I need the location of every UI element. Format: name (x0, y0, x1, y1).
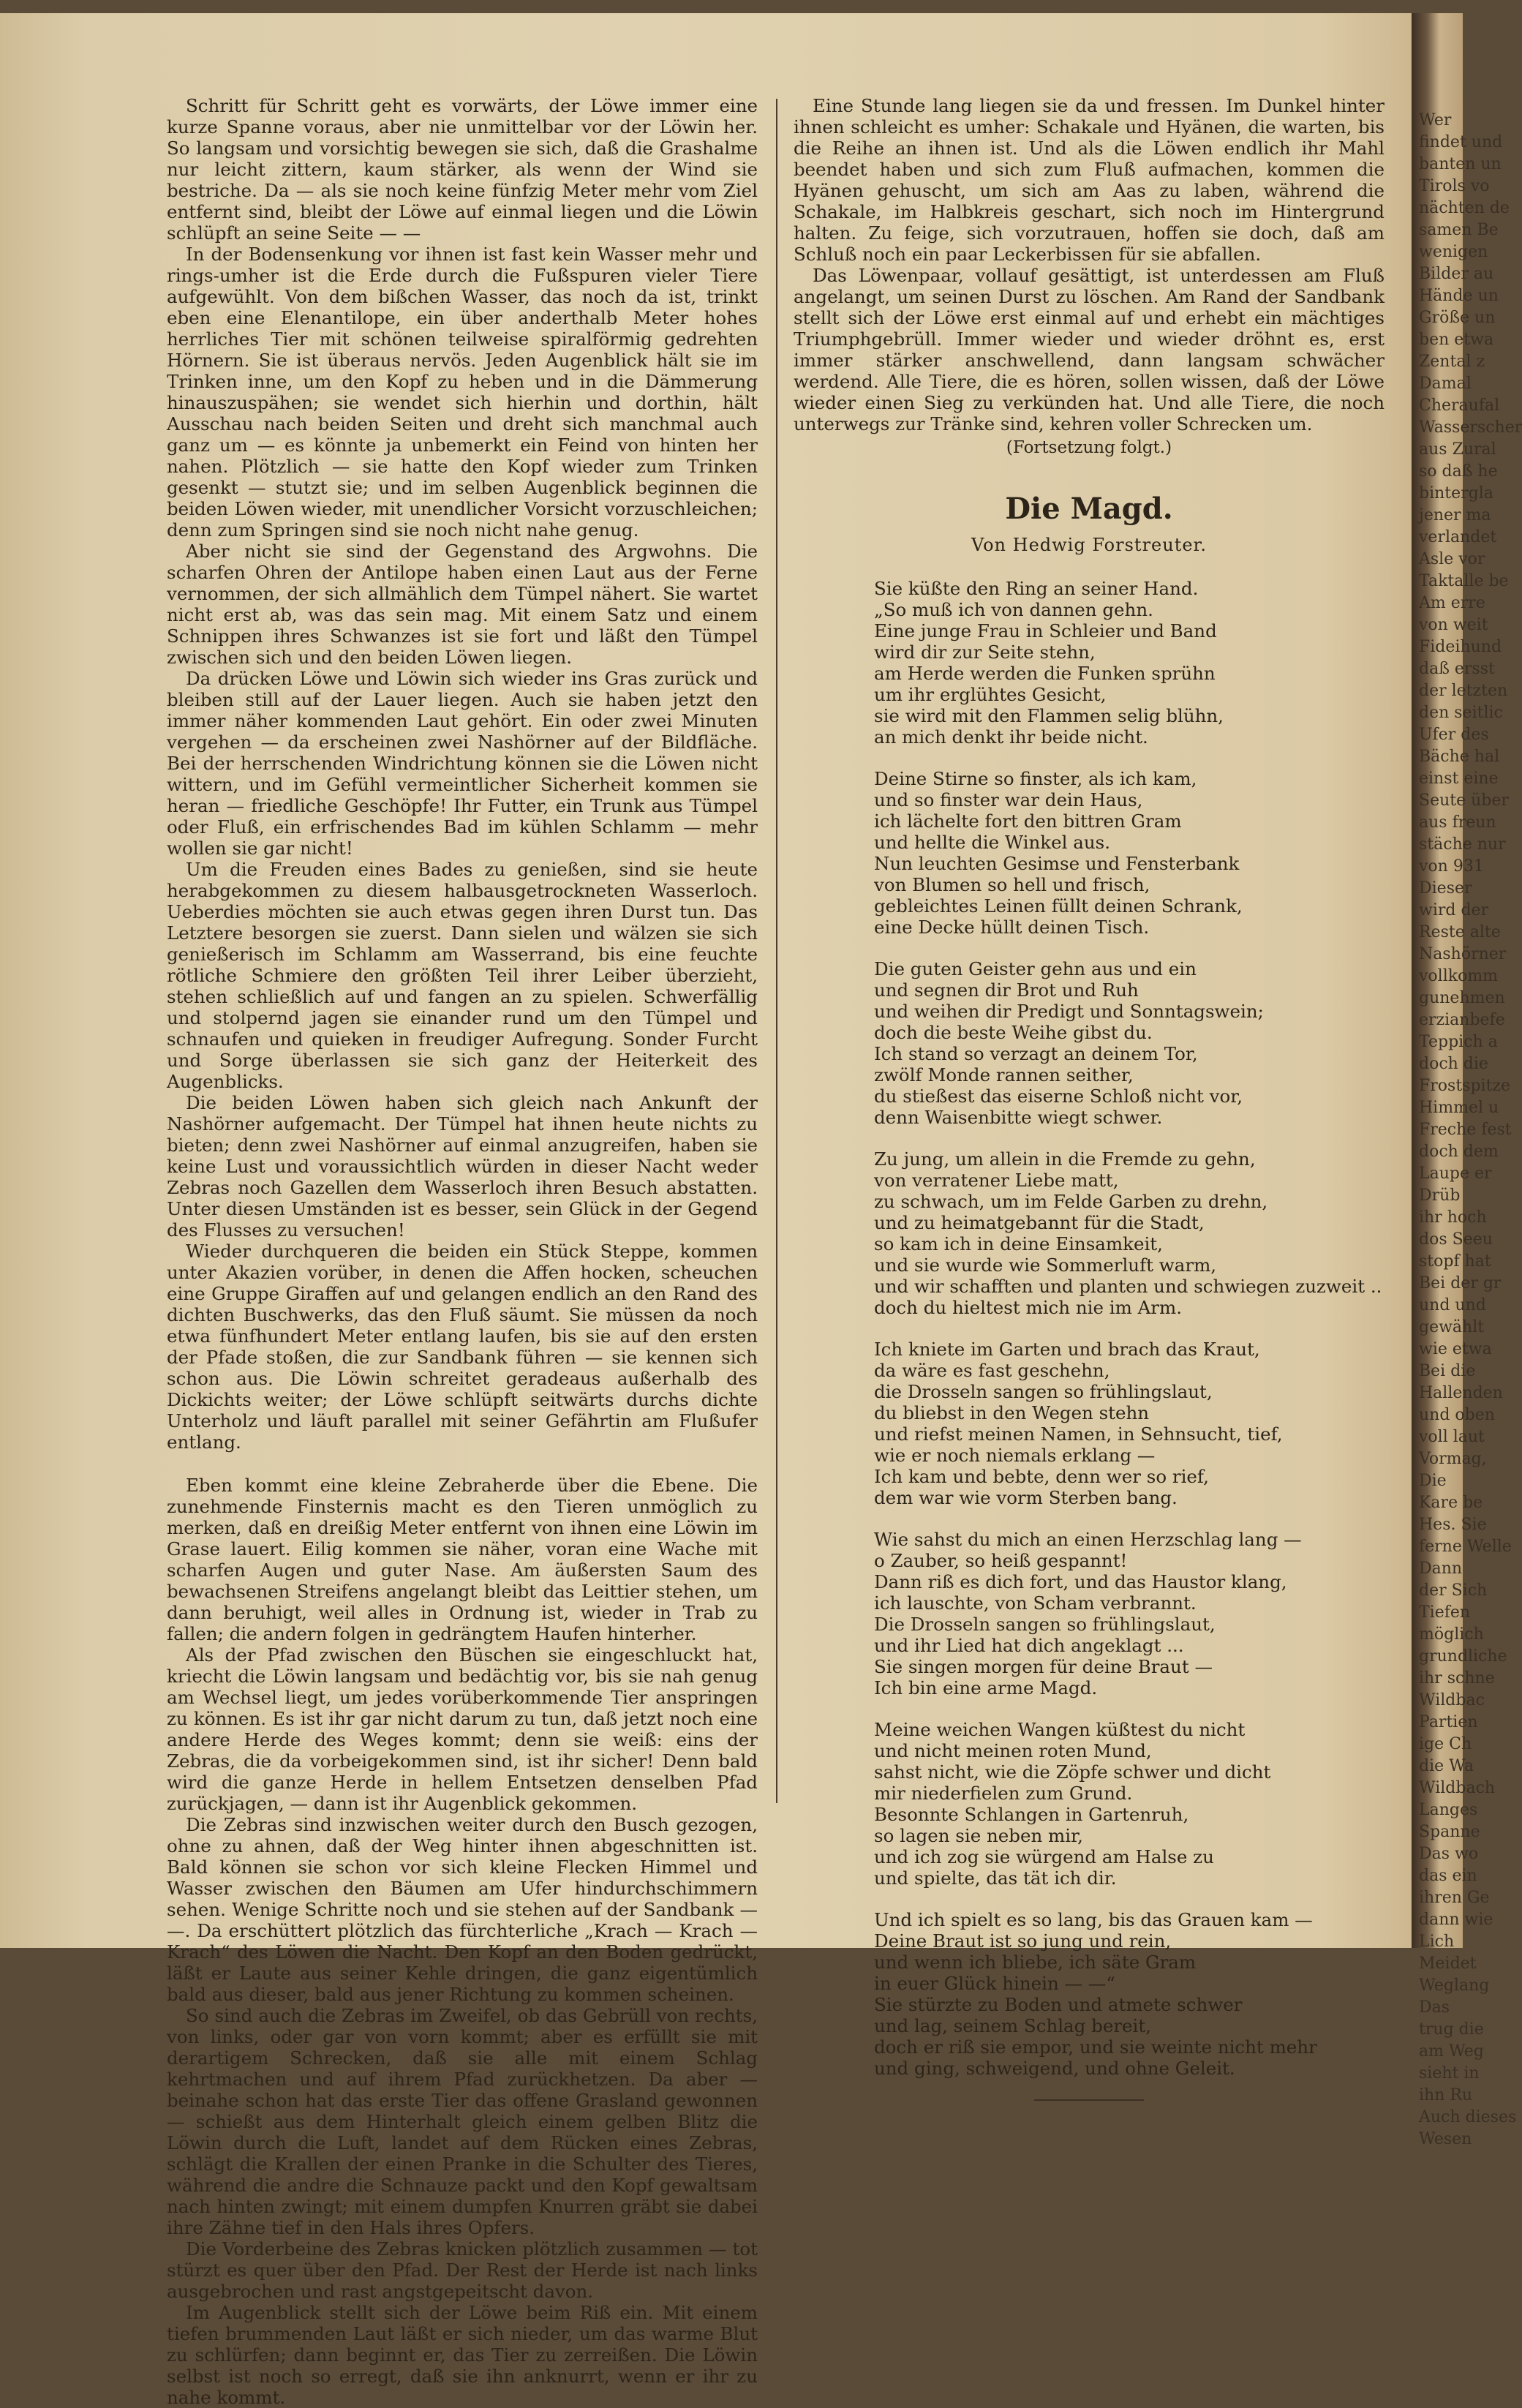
facing-page-fragment: von weit (1419, 616, 1488, 634)
facing-page-fragment: erzianbefe (1419, 1011, 1505, 1029)
poem-line: sie wird mit den Flammen selig blühn, (874, 705, 1224, 726)
facing-page-fragment: doch dem (1419, 1143, 1499, 1161)
facing-page-fragment: ige Ch (1419, 1735, 1472, 1753)
paragraph: Die Zebras sind inzwischen weiter durch den Busch gezogen, ohne zu ahnen, daß der Weg hinter ihnen abgeschnitten ist. Bald können sie schon vor sich kleine Flecken Himmel und Wasser zwischen den Bäumen am Ufer hindurchschimmern sehen. Wenige Schritte noch und sie stehen auf der Sandbank — —. Da erschüttert plötzlich das fürchterliche „Krach — Krach — Krach“ des Löwen die Nacht. Den Kopf an den Boden gedrückt, läßt er Laute aus seiner Kehle dringen, die ganz eigentümlich bald aus dieser, bald aus jener Richtung zu kommen scheinen. (167, 1814, 758, 2005)
facing-page-fragment: Weglang (1419, 1976, 1490, 1995)
poem-line: an mich denkt ihr beide nicht. (874, 726, 1148, 748)
facing-page-fragment: einst eine (1419, 770, 1499, 788)
poem-line: doch die beste Weihe gibst du. (874, 1022, 1153, 1043)
poem-line: da wäre es fast geschehn, (874, 1360, 1110, 1381)
facing-page-fragment: Fideihund (1419, 638, 1502, 656)
facing-page-fragment: Bäche hal (1419, 748, 1500, 766)
facing-page-fragment: verlandet (1419, 528, 1497, 546)
poem-line: Deine Stirne so finster, als ich kam, (874, 768, 1197, 789)
poem-stanza (874, 768, 1385, 938)
facing-page-fragment: Asle vor (1419, 550, 1485, 568)
paragraph: Das Löwenpaar, vollauf gesättigt, ist unterdessen am Fluß angelangt, um seinen Durst zu löschen. Am Rand der Sandbank stellt sich der Löwe erst einmal auf und erhebt ein mächtiges Triumphgebrüll. Immer wieder und wieder dröhnt es, erst immer stärker anschwellend, dann langsam schwächer werdend. Alle Tiere, die es hören, sollen wissen, daß der Löwe wieder einen Sieg zu verkünden hat. Und alle Tiere, die noch unterwegs zur Tränke sind, kehren voller Schrecken um. (794, 265, 1385, 434)
paragraph: Eben kommt eine kleine Zebraherde über die Ebene. Die zunehmende Finsternis macht es den Tieren unmöglich zu merken, daß en dreißig Meter entfernt von ihnen eine Löwin im Grase lauert. Eilig kommen sie näher, voran eine Wache mit scharfen Augen und guter Nase. Am äußersten Saum des bewachsenen Streifens angelangt bleibt das Leittier stehen, um dann beruhigt, weil alles in Ordnung ist, wieder in Trab zu fallen; die andern folgen in gedrängtem Haufen hinterher. (167, 1475, 758, 1644)
facing-page-fragment: voll laut (1419, 1428, 1485, 1446)
poem-stanza (874, 1339, 1385, 1508)
poem-line: und spielte, das tät ich dir. (874, 1867, 1117, 1889)
facing-page-fragment: grundliche (1419, 1647, 1507, 1666)
facing-page-fragment: daß ersst (1419, 660, 1495, 678)
facing-page-fragment: trug die (1419, 2020, 1484, 2039)
facing-page-fragment: Taktalle be (1419, 572, 1509, 590)
facing-page-fragment: ihn Ru (1419, 2086, 1473, 2104)
facing-page-fragment: das ein (1419, 1867, 1477, 1885)
poem-line: Die Drosseln sangen so frühlingslaut, (874, 1614, 1216, 1635)
poem-line: so lagen sie neben mir, (874, 1825, 1083, 1846)
column-divider (776, 99, 777, 1803)
facing-page-fragment: Dieser (1419, 879, 1472, 898)
poem-line: und ich zog sie würgend am Halse zu (874, 1846, 1214, 1867)
end-rule (1034, 2099, 1144, 2101)
facing-page-fragment: gewählt (1419, 1318, 1485, 1336)
poem-line: wird dir zur Seite stehn, (874, 641, 1096, 663)
facing-page-fragment: vollkomm (1419, 967, 1499, 985)
continuation-note: (Fortsetzung folgt.) (1006, 438, 1172, 457)
facing-page-fragment: sieht in (1419, 2064, 1480, 2082)
facing-page-fragment: Hes. Sie (1419, 1516, 1487, 1534)
poem-line: Besonnte Schlangen in Gartenruh, (874, 1804, 1189, 1825)
poem-line: und wenn ich bliebe, ich säte Gram (874, 1952, 1197, 1973)
poem-line: zu schwach, um im Felde Garben zu drehn, (874, 1191, 1268, 1212)
facing-page-fragment: stäche nur (1419, 835, 1506, 854)
poem-line: o Zauber, so heiß gespannt! (874, 1550, 1128, 1571)
facing-page-fragment: dos Seeu (1419, 1230, 1493, 1249)
paragraph: Die beiden Löwen haben sich gleich nach Ankunft der Nashörner aufgemacht. Der Tümpel hat ihnen heute nichts zu bieten; denn zwei Nashörner auf einmal anzugreifen, haben sie keine Lust und voraussichtlich würden in dieser Nacht weder Zebras noch Gazellen dem Wasserloch ihren Besuch abstatten. Unter diesen Umständen ist es besser, sein Glück in der Gegend des Flusses zu versuchen! (167, 1092, 758, 1241)
facing-page-fragment: Teppich a (1419, 1033, 1498, 1051)
facing-page-fragment: Langes (1419, 1801, 1478, 1819)
facing-page-fragment: Partien (1419, 1713, 1478, 1731)
facing-page-fragment: Am erre (1419, 594, 1485, 612)
poem-line: und ihr Lied hat dich angeklagt ... (874, 1635, 1184, 1656)
facing-page-fragment: so daß he (1419, 462, 1498, 481)
facing-page-fragment: Die (1419, 1472, 1447, 1490)
facing-page-fragment: den seitlic (1419, 704, 1503, 722)
paragraph: So sind auch die Zebras im Zweifel, ob das Gebrüll von rechts, von links, oder gar von vorn kommt; aber es erfüllt sie mit derartigem Schrecken, daß sie alle mit einem Schlag kehrtmachen und auf ihrem Pfad zurückhetzen. Da aber — beinahe schon hat das erste Tier das offene Grasland gewonnen — schießt aus dem Hinterhalt gleich einem gelben Blitz die Löwin durch die Luft, landet auf dem Rücken eines Zebras, schlägt die Krallen der einen Pranke in die Schulter des Tieres, während die andre die Schnauze packt und den Kopf gewaltsam nach hinten zwingt; mit einem dumpfen Knurren gräbt sie dabei ihre Zähne tief in den Hals ihres Opfers. (167, 2005, 758, 2238)
facing-page-fragment: dann wie (1419, 1911, 1493, 1929)
facing-page-fragment: Seute über (1419, 791, 1509, 810)
facing-page-fragments (1419, 110, 1522, 2148)
poem-line: Ich kniete im Garten und brach das Kraut, (874, 1339, 1260, 1360)
poem-line: und sie wurde wie Sommerluft warm, (874, 1254, 1217, 1276)
poem-line: so kam ich in deine Einsamkeit, (874, 1233, 1163, 1254)
poem-line: zwölf Monde rannen seither, (874, 1064, 1134, 1086)
facing-page-fragment: Bei die (1419, 1362, 1476, 1380)
facing-page-fragment: am Weg (1419, 2042, 1484, 2061)
poem-author: Von Hedwig Forstreuter. (971, 535, 1208, 555)
poem-line: du stießest das eiserne Schloß nicht vor, (874, 1086, 1243, 1107)
poem-line: Sie küßte den Ring an seiner Hand. (874, 578, 1199, 599)
facing-page-fragment: Meidet (1419, 1954, 1477, 1973)
facing-page-fragment: Ufer des (1419, 726, 1489, 744)
facing-page-fragment: banten un (1419, 155, 1502, 173)
poem-line: doch du hieltest mich nie im Arm. (874, 1297, 1183, 1318)
facing-page-fragment: wie etwa (1419, 1340, 1492, 1358)
facing-page-fragment: Wildbach (1419, 1779, 1496, 1797)
poem-line: ich lauschte, von Scham verbrannt. (874, 1592, 1197, 1614)
poem-line: und nicht meinen roten Mund, (874, 1740, 1152, 1761)
poem-line: von verratener Liebe matt, (874, 1170, 1119, 1191)
poem-line: doch er riß sie empor, und sie weinte nicht mehr (874, 2036, 1317, 2058)
poem-title: Die Magd. (1005, 492, 1173, 526)
poem-stanza (874, 1529, 1385, 1698)
facing-page-fragment: die Wa (1419, 1757, 1474, 1775)
poem-line: Die guten Geister gehn aus und ein (874, 958, 1197, 979)
facing-page-fragment: Cheraufal (1419, 396, 1500, 415)
facing-page-fragment: Auch dieses (1419, 2108, 1517, 2126)
poem-line: Ich kam und bebte, denn wer so rief, (874, 1466, 1209, 1487)
facing-page-fragment: aus freun (1419, 813, 1496, 832)
facing-page-fragment: Größe un (1419, 309, 1496, 327)
poem-line: Und ich spielt es so lang, bis das Grauen kam — (874, 1909, 1313, 1930)
facing-page-fragment: Vormag, (1419, 1450, 1487, 1468)
facing-page-fragment: Wildbac (1419, 1691, 1485, 1709)
poem-line: Sie singen morgen für deine Braut — (874, 1656, 1213, 1677)
poem-line: und ging, schweigend, und ohne Geleit. (874, 2058, 1235, 2079)
poem-line: am Herde werden die Funken sprühn (874, 663, 1216, 684)
facing-page-fragment: Wesen (1419, 2130, 1472, 2148)
facing-page-fragment: findet und (1419, 133, 1503, 151)
facing-page-fragment: Zental z (1419, 353, 1485, 371)
facing-page-fragment: Bei der gr (1419, 1274, 1502, 1293)
facing-page-fragment: Wer (1419, 111, 1452, 129)
poem-line: du bliebst in den Wegen stehn (874, 1402, 1150, 1423)
poem-stanza (874, 1719, 1385, 1889)
facing-page-fragment: Himmel u (1419, 1099, 1499, 1117)
paragraph: In der Bodensenkung vor ihnen ist fast kein Wasser mehr und rings-umher ist die Erde durch die Fußspuren vieler Tiere aufgewühlt. Von dem bißchen Wasser, das noch da ist, trinkt eben eine Elenantilope, ein über anderthalb Meter hohes herrliches Tier mit schönen teilweise spiralförmig gedrehten Hörnern. Sie ist überaus nervös. Jeden Augenblick hält sie im Trinken inne, um den Kopf zu heben und in die Dämmerung hinauszuspähen; sie wendet sich hierhin und dorthin, hält Ausschau nach beiden Seiten und dreht sich manchmal auch ganz um — es könnte ja unbemerkt ein Feind von hinten her nahen. Plötzlich — sie hatte den Kopf wieder zum Trinken gesenkt — stutzt sie; und im selben Augenblick beginnen die beiden Löwen wieder, mit unendlicher Vorsicht vorzuschleichen; denn zum Springen sind sie noch nicht nahe genug. (167, 244, 758, 541)
poem-line: und lag, seinem Schlag bereit, (874, 2015, 1151, 2036)
poem-line: mir niederfielen zum Grund. (874, 1783, 1133, 1804)
facing-page-fragment: und oben (1419, 1406, 1495, 1424)
poem-line: dem war wie vorm Sterben bang. (874, 1487, 1178, 1508)
poem-line: „So muß ich von dannen gehn. (874, 599, 1153, 620)
poem-line: und wir schafften und planten und schwiegen zuzweit .. (874, 1276, 1382, 1297)
facing-page-fragment: Frostspitze (1419, 1077, 1511, 1095)
poem-line: in euer Glück hinein — —“ (874, 1973, 1115, 1994)
facing-page-fragment: Reste alte (1419, 923, 1501, 941)
facing-page-fragment: Hallenden (1419, 1384, 1503, 1402)
facing-page-fragment: Das wo (1419, 1845, 1479, 1863)
poem-line: und weihen dir Predigt und Sonntagswein; (874, 1001, 1264, 1022)
facing-page-fragment: Nashörner (1419, 945, 1507, 963)
facing-page-fragment: gunehmen (1419, 989, 1505, 1007)
poem-stanza (874, 1909, 1385, 2079)
poem-line: die Drosseln sangen so frühlingslaut, (874, 1381, 1213, 1402)
facing-page-fragment: Bilder au (1419, 265, 1494, 283)
paragraph: Da drücken Löwe und Löwin sich wieder ins Gras zurück und bleiben still auf der Lauer liegen. Auch sie haben jetzt den immer näher kommenden Laut gehört. Ein oder zwei Minuten vergehen — da erscheinen zwei Nashörner auf der Bildfläche. Bei der herrschenden Windrichtung können sie die Löwen nicht wittern, und im Gefühl vermeintlicher Sicherheit kommen sie heran — friedliche Geschöpfe! Ihr Futter, ein Trunk aus Tümpel oder Fluß, ein erfrischendes Bad im kühlen Schlamm — mehr wollen sie gar nicht! (167, 668, 758, 859)
poem-line: und riefst meinen Namen, in Sehnsucht, tief, (874, 1423, 1283, 1445)
paragraph: Als der Pfad zwischen den Büschen sie eingeschluckt hat, kriecht die Löwin langsam und bedächtig vor, bis sie nah genug am Wechsel liegt, um jedes vorüberkommende Tier anspringen zu können. Es ist ihr gar nicht darum zu tun, daß jetzt noch eine andere Herde des Weges kommt; denn sie weiß: eins der Zebras, die da vorbeigekommen sind, ist ihr sicher! Denn bald wird die ganze Herde in hellem Entsetzen denselben Pfad zurückjagen, — dann ist ihr Augenblick gekommen. (167, 1644, 758, 1814)
facing-page-fragment: Tiefen (1419, 1603, 1471, 1622)
poem-line: und so finster war dein Haus, (874, 789, 1143, 810)
poem-line: Ich stand so verzagt an deinem Tor, (874, 1043, 1198, 1064)
facing-page-fragment: samen Be (1419, 221, 1499, 239)
facing-page-fragment: von 931 (1419, 857, 1484, 876)
poem-body (794, 578, 1385, 2079)
poem-line: Meine weichen Wangen küßtest du nicht (874, 1719, 1246, 1740)
poem-line: Wie sahst du mich an einen Herzschlag lang — (874, 1529, 1302, 1550)
facing-page-fragment: Lich (1419, 1933, 1455, 1951)
facing-page-fragment: Drüb (1419, 1186, 1461, 1205)
facing-page-fragment: der letzten (1419, 682, 1508, 700)
poem-line: eine Decke hüllt deinen Tisch. (874, 917, 1150, 938)
facing-page-fragment: ferne Welle (1419, 1538, 1512, 1556)
facing-page-fragment: ihr schne (1419, 1669, 1495, 1688)
paragraph: Schritt für Schritt geht es vorwärts, der Löwe immer eine kurze Spanne voraus, aber nie unmittelbar vor der Löwin her. So langsam und vorsichtig bewegen sie sich, daß die Grashalme nur leicht zittern, kaum stärker, als wenn der Wind sie bestriche. Da — als sie noch keine fünfzig Meter mehr vom Ziel entfernt sind, bleibt der Löwe auf einmal liegen und die Löwin schlüpft an seine Seite — — (167, 95, 758, 244)
poem-line: Sie stürzte zu Boden und atmete schwer (874, 1994, 1243, 2015)
facing-page-fragment: nächten de (1419, 199, 1510, 217)
facing-page-fragment: Kare be (1419, 1494, 1483, 1512)
facing-page-fragment: Freche fest (1419, 1121, 1512, 1139)
poem-line: Zu jung, um allein in die Fremde zu gehn, (874, 1148, 1256, 1170)
facing-page-fragment: ben etwa (1419, 331, 1494, 349)
facing-page-fragment: wenigen (1419, 243, 1488, 261)
facing-page-fragment: bintergla (1419, 484, 1493, 503)
facing-page-fragment: jener ma (1419, 506, 1491, 524)
poem-line: ich lächelte fort den bittren Gram (874, 810, 1182, 832)
facing-page-fragment: stopf hat (1419, 1252, 1491, 1271)
poem-line: Nun leuchten Gesimse und Fensterbank (874, 853, 1240, 874)
facing-page-fragment: aus Zural (1419, 440, 1496, 459)
facing-page-fragment: Hände un (1419, 287, 1499, 305)
facing-page-fragment: der Sich (1419, 1581, 1488, 1600)
poem-line: um ihr erglühtes Gesicht, (874, 684, 1107, 705)
facing-page-fragment: Dann (1419, 1559, 1463, 1578)
facing-page-fragment: Damal (1419, 375, 1472, 393)
story-continuation-paragraphs (794, 95, 1385, 434)
poem-line: denn Waisenbitte wiegt schwer. (874, 1107, 1163, 1128)
paragraph: Aber nicht sie sind der Gegenstand des Argwohns. Die scharfen Ohren der Antilope haben einen Laut aus der Ferne vernommen, der sich allmählich dem Tümpel nähert. Sie wartet nicht erst ab, was das sein mag. Mit einem Satz und einem Schnippen ihres Schwanzes ist sie fort und läßt den Tümpel zwischen sich und den beiden Löwen liegen. (167, 541, 758, 668)
facing-page-fragment: Laupe er (1419, 1165, 1492, 1183)
paragraph: Um die Freuden eines Bades zu genießen, sind sie heute herabgekommen zu diesem halbausgetrockneten Wasserloch. Ueberdies möchten sie auch etwas gegen ihren Durst tun. Das Letztere besorgen sie zuerst. Dann sielen und wälzen sie sich genießerisch im Schlamm am Wasserrand, bis eine feuchte rötliche Schmiere den größten Teil ihrer Leiber überzieht, stehen schließlich auf und fangen an zu spielen. Schwerfällig und stolpernd jagen sie einander rund um den Tümpel und schnaufen und quieken in freudiger Aufregung. Sonder Furcht und Sorge überlassen sie sich ganz der Heiterkeit des Augenblicks. (167, 859, 758, 1092)
poem-line: wie er noch niemals erklang — (874, 1445, 1156, 1466)
poem-line: von Blumen so hell und frisch, (874, 874, 1150, 895)
poem-line: Ich bin eine arme Magd. (874, 1677, 1098, 1698)
paragraph: Die Vorderbeine des Zebras knicken plötzlich zusammen — tot stürzt es quer über den Pfad. Der Rest der Herde ist nach links ausgebrochen und rast angstgepeitscht davon. (167, 2238, 758, 2302)
poem-stanza (874, 578, 1385, 748)
poem-line: gebleichtes Leinen füllt deinen Schrank, (874, 895, 1243, 917)
facing-page-fragment: ihr hoch (1419, 1208, 1487, 1227)
paragraph: Eine Stunde lang liegen sie da und fressen. Im Dunkel hinter ihnen schleicht es umher: Schakale und Hyänen, die warten, bis die Reihe an ihnen ist. Und als die Löwen endlich ihr Mahl beendet haben und sich zum Fluß aufmachen, kommen die Hyänen gehuscht, um sich am Aas zu laben, während die Schakale, im Halbkreis geschart, sich noch im Hintergrund halten. Zu feige, sich vorzutrauen, hoffen sie doch, daß am Schluß noch ein paar Leckerbissen für sie abfallen. (794, 95, 1385, 265)
paragraph: Wieder durchqueren die beiden ein Stück Steppe, kommen unter Akazien vorüber, in denen die Affen hocken, scheuchen eine Gruppe Giraffen auf und gelangen endlich an den Rand des dichten Buschwerks, das den Fluß säumt. Sie müssen da noch etwa fünfhundert Meter entlang laufen, bis sie auf den ersten der Pfade stoßen, die zur Sandbank führen — sie kennen sich schon aus. Die Löwin schreitet geradeaus außerhalb des Dickichts weiter; der Löwe schlüpft seitwärts durchs dichte Unterholz und läuft parallel mit seiner Gefährtin am Flußufer entlang. (167, 1241, 758, 1453)
right-column (794, 95, 1385, 2101)
facing-page-fragment: und und (1419, 1296, 1486, 1314)
poem-line: Dann riß es dich fort, und das Haustor klang, (874, 1571, 1287, 1592)
poem-line: und hellte die Winkel aus. (874, 832, 1110, 853)
poem-line: und zu heimatgebannt für die Stadt, (874, 1212, 1205, 1233)
facing-page-fragment: möglich (1419, 1625, 1484, 1644)
facing-page-fragment: ihren Ge (1419, 1889, 1490, 1907)
left-column-story (167, 95, 758, 2408)
paragraph: Im Augenblick stellt sich der Löwe beim Riß ein. Mit einem tiefen brummenden Laut läßt er sich nieder, um das warme Blut zu schlürfen; dann beginnt er, das Tier zu zerreißen. Die Löwin selbst ist noch so erregt, daß sie ihn anknurrt, wenn er ihr zu nahe kommt. (167, 2302, 758, 2408)
facing-page-fragment: Spanne (1419, 1823, 1480, 1841)
poem-line: Deine Braut ist so jung und rein, (874, 1930, 1172, 1952)
facing-page-fragment: doch die (1419, 1055, 1488, 1073)
facing-page-fragment: Das (1419, 1998, 1450, 2017)
poem-line: Eine junge Frau in Schleier und Band (874, 620, 1217, 641)
poem-stanza (874, 1148, 1385, 1318)
facing-page-fragment: Wasserscher (1419, 418, 1522, 437)
poem-line: sahst nicht, wie die Zöpfe schwer und dicht (874, 1761, 1271, 1783)
poem-line: und segnen dir Brot und Ruh (874, 979, 1139, 1001)
poem-stanza (874, 958, 1385, 1128)
facing-page-fragment: wird der (1419, 901, 1489, 919)
facing-page-fragment: Tirols vo (1419, 177, 1490, 195)
